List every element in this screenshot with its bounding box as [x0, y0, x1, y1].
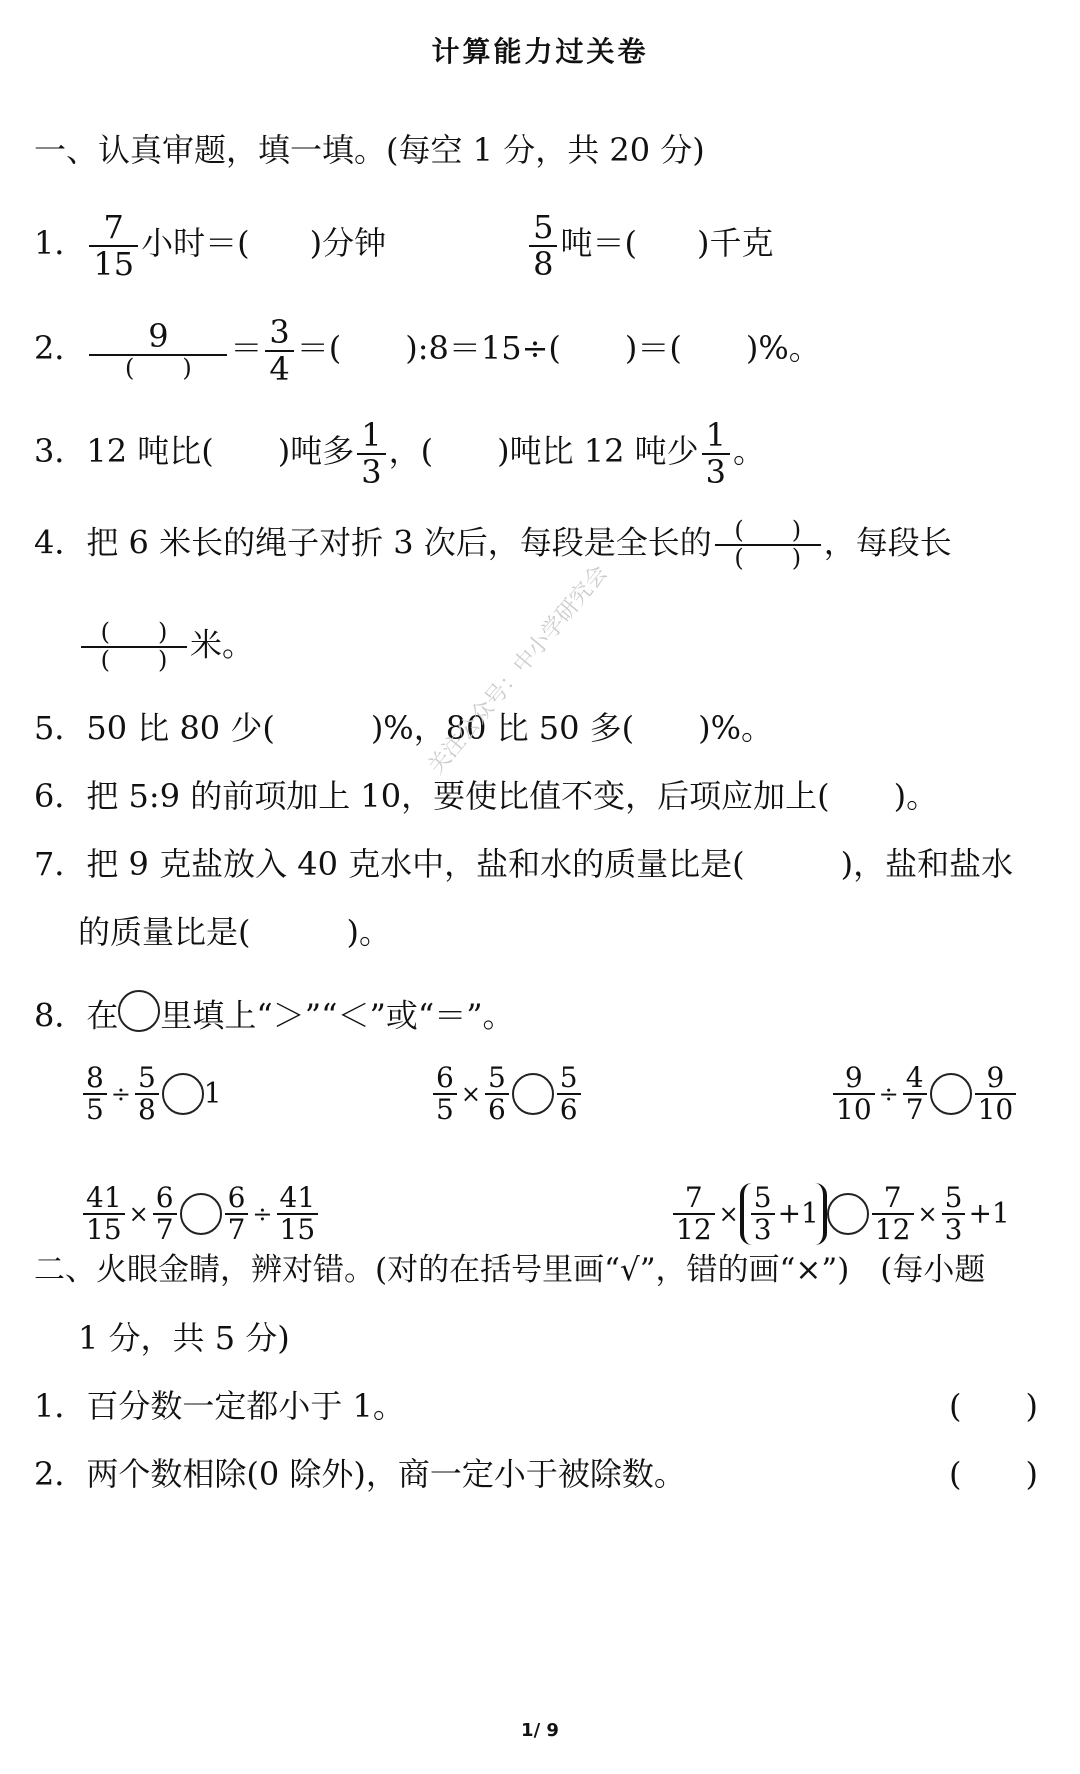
compare-circle[interactable]: [827, 1193, 869, 1235]
question-4-cont: $\frac{( )}{( )}$ 米。: [78, 620, 254, 674]
fraction: $\frac{5}{8}$: [529, 210, 557, 281]
compare-a: $\frac{8}{5}$ ÷ $\frac{5}{8}$ 1: [80, 1063, 222, 1125]
fraction: $\frac{( )}{( )}$: [81, 620, 187, 674]
compare-e: $\frac{7}{12}$ × $\frac{5}{3}$ +1 $\frac{7}{12}$ × $\frac{5}{3}$ +1: [670, 1183, 1010, 1245]
answer-paren[interactable]: ( ): [949, 1455, 1038, 1493]
page-title: 计算能力过关卷: [431, 35, 649, 68]
compare-circle[interactable]: [180, 1193, 222, 1235]
bracket-group: $\frac{5}{3}$ +1: [740, 1183, 827, 1245]
answer-paren[interactable]: ( ): [949, 1387, 1038, 1425]
compare-c: $\frac{9}{10}$ ÷ $\frac{4}{7}$ $\frac{9}{10}$: [830, 1063, 1019, 1125]
question-6: 6．把 5:9 的前项加上 10，要使比值不变，后项应加上( )。: [34, 777, 939, 815]
question-3: 3．12 吨比( )吨多 $\frac{1}{3}$ ，( )吨比 12 吨少 $\frac{1}{3}$ 。: [34, 416, 766, 491]
fraction: $\frac{3}{4}$: [265, 315, 293, 386]
page-number: 1/ 9: [521, 1720, 559, 1741]
question-8: 8．在 里填上“＞”“＜”或“＝”。: [34, 990, 515, 1046]
section2-heading: 二、火眼金睛，辨对错。(对的在括号里画“√”，错的画“×”) (每小题: [34, 1252, 986, 1288]
section2-heading-cont: 1 分，共 5 分): [78, 1319, 290, 1357]
question-4: 4．把 6 米长的绳子对折 3 次后，每段是全长的 $\frac{( )}{( )}$ ，每段长: [34, 516, 952, 572]
question-7: 7．把 9 克盐放入 40 克水中，盐和水的质量比是( )，盐和盐水: [34, 845, 1014, 883]
watermark: 关注公众号：中小学研究会: [423, 560, 613, 780]
section1-heading: 一、认真审题，填一填。(每空 1 分，共 20 分): [34, 131, 705, 169]
fraction: $\frac{1}{3}$: [357, 418, 385, 489]
judge-item-1: 1．百分数一定都小于 1。 ( ): [34, 1387, 1038, 1425]
compare-b: $\frac{6}{5}$ × $\frac{5}{6}$ $\frac{5}{6}$: [430, 1063, 584, 1125]
fraction: $\frac{9}{( )}$: [89, 319, 227, 381]
compare-d: $\frac{41}{15}$ × $\frac{6}{7}$ $\frac{6}{7}$ ÷ $\frac{41}{15}$: [80, 1183, 321, 1245]
compare-circle[interactable]: [512, 1073, 554, 1115]
compare-circle[interactable]: [118, 990, 160, 1032]
question-5: 5．50 比 80 少( )%，80 比 50 多( )%。: [34, 709, 774, 747]
question-2: 2． $\frac{9}{( )}$ ＝ $\frac{3}{4}$ ＝( ):8＝15÷( )＝( )%。: [34, 313, 821, 388]
compare-circle[interactable]: [930, 1073, 972, 1115]
fraction: $\frac{( )}{( )}$: [715, 518, 821, 572]
question-1: 1． $\frac{7}{15}$ 小时＝( )分钟 $\frac{5}{8}$ 吨＝( )千克: [34, 208, 774, 283]
judge-item-2: 2．两个数相除(0 除外)，商一定小于被除数。 ( ): [34, 1455, 1038, 1493]
fraction: $\frac{1}{3}$: [702, 418, 730, 489]
compare-circle[interactable]: [162, 1073, 204, 1115]
question-7-cont: 的质量比是( )。: [78, 913, 391, 951]
fraction: $\frac{7}{15}$: [89, 210, 138, 281]
